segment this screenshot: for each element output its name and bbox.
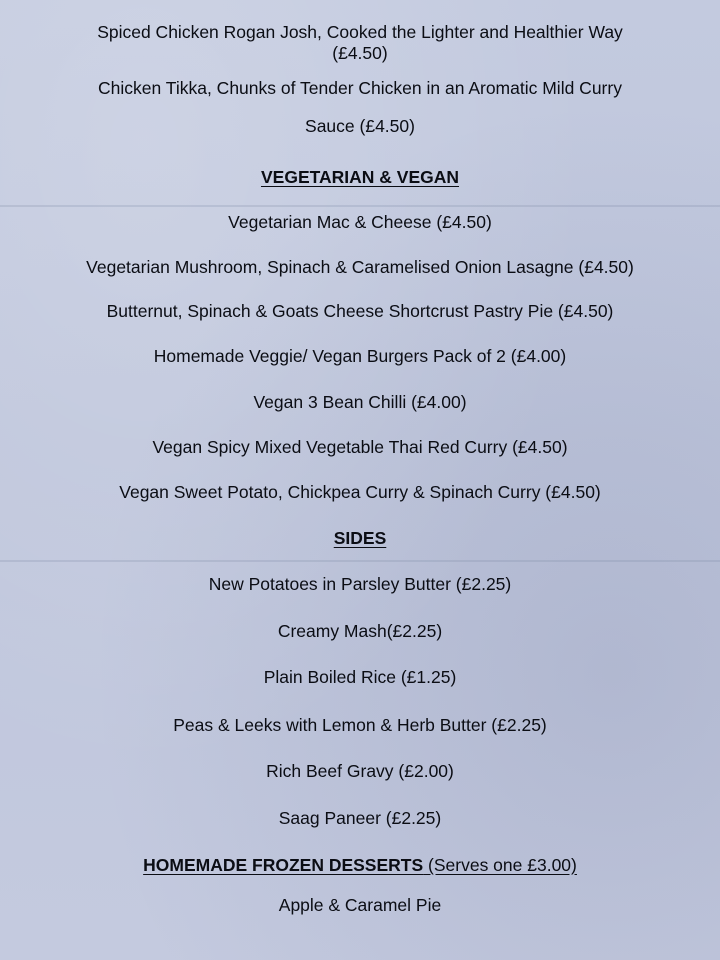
menu-item: Apple & Caramel Pie <box>278 895 442 915</box>
section-heading-desserts <box>0 854 720 876</box>
menu-item: Vegan Sweet Potato, Chickpea Curry & Spinach Curry (£4.50) <box>119 482 601 502</box>
menu-item-price: Sauce (£4.50) <box>305 116 415 136</box>
desserts-heading-text: HOMEMADE FROZEN DESSERTS <box>143 855 424 875</box>
menu-item: Peas & Leeks with Lemon & Herb Butter (£2.25) <box>173 715 547 735</box>
menu-item: Spiced Chicken Rogan Josh, Cooked the Lighter and Healthier Way <box>97 22 623 42</box>
menu-item: Homemade Veggie/ Vegan Burgers Pack of 2 (£4.00) <box>153 346 567 366</box>
menu-item: Vegan 3 Bean Chilli (£4.00) <box>253 392 467 412</box>
paper-fold-line <box>0 205 720 207</box>
menu-item: Plain Boiled Rice (£1.25) <box>263 667 457 687</box>
menu-item-price: (£4.50) <box>332 43 388 63</box>
menu-item: Vegan Spicy Mixed Vegetable Thai Red Curry (£4.50) <box>152 437 568 457</box>
menu-item: Butternut, Spinach & Goats Cheese Shortcrust Pastry Pie (£4.50) <box>106 301 614 321</box>
menu-item: Rich Beef Gravy (£2.00) <box>266 761 454 781</box>
section-heading-vegetarian-vegan: VEGETARIAN & VEGAN <box>260 167 460 187</box>
menu-item: Vegetarian Mushroom, Spinach & Caramelised Onion Lasagne (£4.50) <box>86 257 634 277</box>
menu-item: Saag Paneer (£2.25) <box>278 808 442 828</box>
menu-item: Chicken Tikka, Chunks of Tender Chicken in an Aromatic Mild Curry <box>98 78 622 98</box>
desserts-serving-note: (Serves one £3.00) <box>428 855 577 875</box>
paper-fold-line <box>0 560 720 562</box>
menu-item: Creamy Mash(£2.25) <box>277 621 443 641</box>
section-heading-sides: SIDES <box>333 528 387 548</box>
menu-item: New Potatoes in Parsley Butter (£2.25) <box>208 574 512 594</box>
menu-item: Vegetarian Mac & Cheese (£4.50) <box>228 212 492 232</box>
